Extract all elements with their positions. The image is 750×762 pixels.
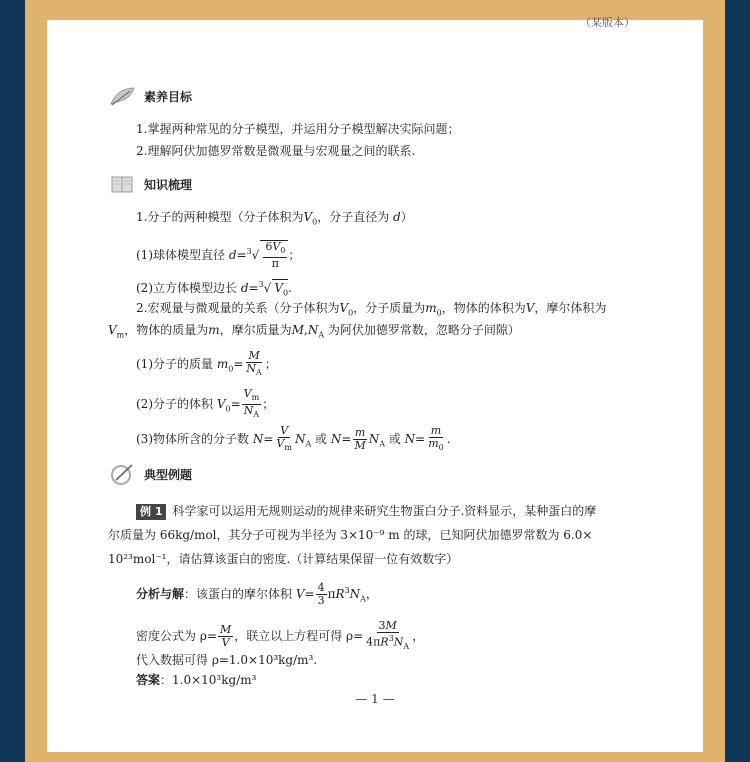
knowledge-line-2a: 2.宏观量与微观量的关系（分子体积为$V_0$，分子质量为$m_0$，物体的体积为V，摩尔体积为 bbox=[136, 301, 607, 318]
section-examples bbox=[108, 462, 192, 486]
formula-molecule-mass: (1)分子的质量 $m_0=$ $\frac{M}{N_A}$ ； bbox=[136, 349, 277, 378]
goal-item: 1.掌握两种常见的分子模型，并运用分子模型解决实际问题； bbox=[136, 122, 460, 136]
analysis-line-1: 分析与解：该蛋白的摩尔体积 V= $\frac{4}{3}$ $\pi R^3N_A$， bbox=[136, 581, 378, 607]
example-label: 例 1 bbox=[136, 504, 166, 520]
analysis-line-3: 代入数据可得 ρ=1.0×10³kg/m³. bbox=[136, 653, 318, 667]
goal-item: 2.理解阿伏加德罗常数是微观量与宏观量之间的联系. bbox=[136, 144, 416, 158]
page-number: — 1 — bbox=[355, 692, 395, 706]
section-title: 典型例题 bbox=[144, 467, 193, 482]
book-icon bbox=[108, 172, 138, 196]
knowledge-line-2b: $V_m$，物体的质量为m，摩尔质量为$M,N_A$ 为阿伏加德罗常数，忽略分子间隙） bbox=[108, 323, 520, 340]
formula-cube: (2)立方体模型边长 d=$^3$√ $V_0$. bbox=[136, 277, 292, 301]
answer-line: 答案：1.0×10³kg/m³ bbox=[136, 673, 257, 687]
pen-circle-icon bbox=[108, 462, 138, 486]
formula-molecule-count: (3)物体所含的分子数 N= $\frac{V}{V_m}$ $N_A$ 或 N= $\frac{m}{M}$ $N_A$ 或 N= $\frac{m}{m_0}$ . bbox=[136, 424, 451, 453]
corner-text: （某版本） bbox=[580, 16, 635, 29]
section-title: 素养目标 bbox=[144, 89, 193, 104]
analysis-line-2: 密度公式为 ρ= $\frac{M}{V}$ ，联立以上方程可得 ρ= $\frac{3M}{4\pi R^3N_A}$ ， bbox=[136, 619, 425, 651]
leaf-pen-icon bbox=[108, 84, 138, 108]
formula-sphere: (1)球体模型直径 d=$^3$√ $\frac{6V_0}{\pi}$ ； bbox=[136, 240, 301, 271]
section-goals bbox=[108, 84, 192, 108]
section-knowledge bbox=[108, 172, 192, 196]
example-line-3: 10²³mol⁻¹，请估算该蛋白的密度.（计算结果保留一位有效数字） bbox=[108, 552, 459, 566]
section-title: 知识梳理 bbox=[144, 177, 193, 192]
formula-molecule-volume: (2)分子的体积 $V_0=$ $\frac{V_m}{N_A}$ ； bbox=[136, 387, 275, 420]
example-line-1: 例 1 科学家可以运用无规则运动的规律来研究生物蛋白分子.资料显示，某种蛋白的摩 bbox=[136, 503, 596, 520]
example-line-2: 尔质量为 66kg/mol，其分子可视为半径为 3×10⁻⁹ m 的球，已知阿伏加德罗常数为 6.0× bbox=[108, 528, 593, 542]
knowledge-line-1: 1.分子的两种模型（分子体积为$V_0$，分子直径为 d） bbox=[136, 210, 413, 227]
